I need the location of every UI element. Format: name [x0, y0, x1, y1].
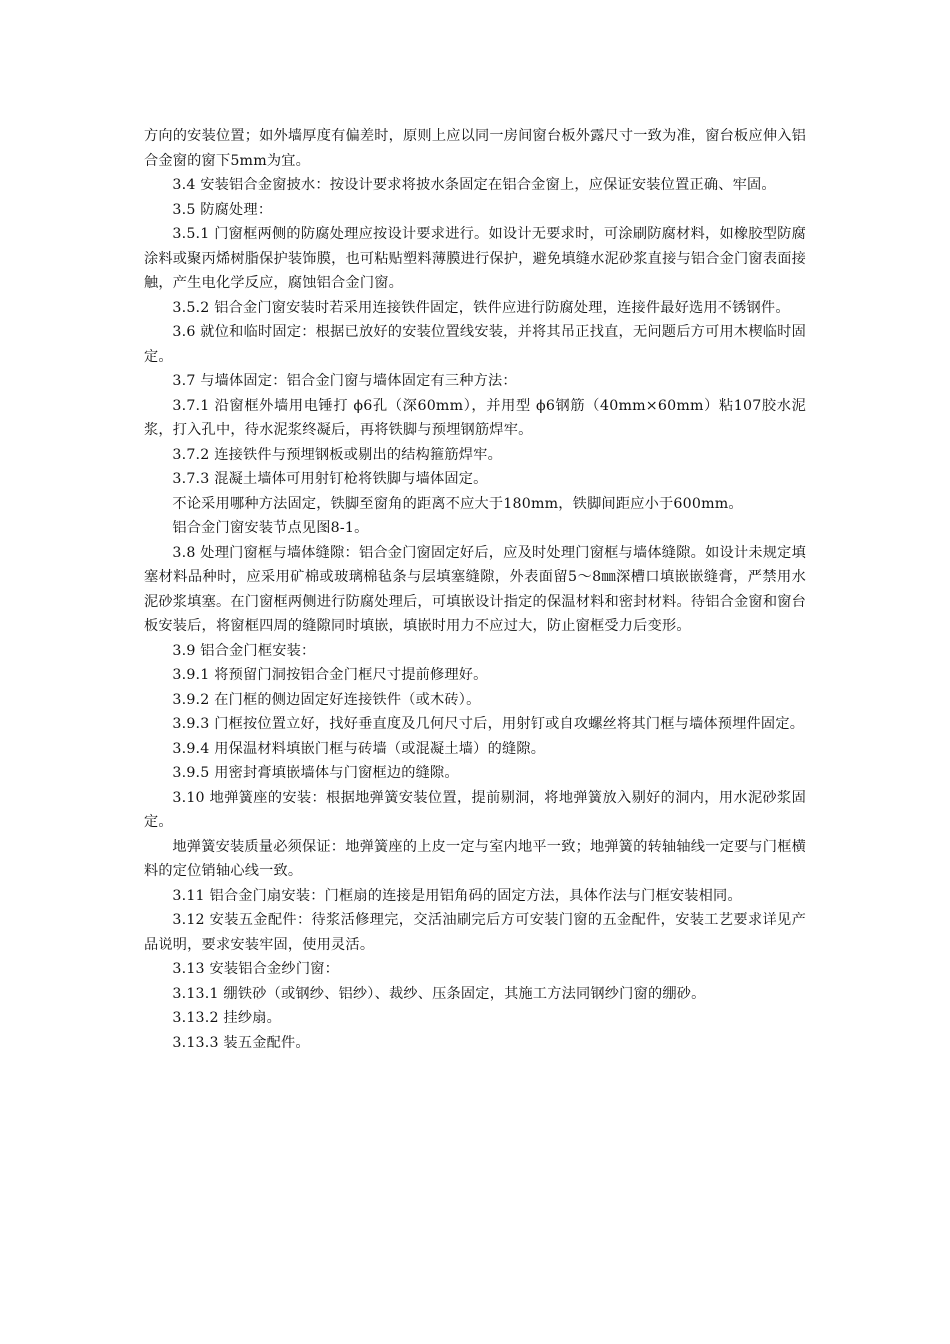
paragraph: 3.5.2 铝合金门窗安装时若采用连接铁件固定，铁件应进行防腐处理，连接件最好选用不锈钢件。	[172, 299, 790, 316]
paragraph: 地弹簧安装质量必须保证：地弹簧座的上皮一定与室内地平一致；地弹簧的转轴轴线一定要与门框横料的定位销轴心线一致。	[144, 838, 806, 879]
document-body	[144, 124, 806, 1055]
section-heading: 3.5 防腐处理：	[172, 201, 273, 218]
paragraph: 3.8 处理门窗框与墙体缝隙：铝合金门窗固定好后，应及时处理门窗框与墙体缝隙。如设计未规定填塞材料品种时，应采用矿棉或玻璃棉毡条与层填塞缝隙，外表面留5～8㎜深槽口填嵌嵌缝膏，严禁用水泥砂浆填塞。在门窗框两侧进行防腐处理后，可填嵌设计指定的保温材料和密封材料。待铝合金窗和窗台板安装后，将窗框四周的缝隙同时填嵌，填嵌时用力不应过大，防止窗框受力后变形。	[144, 544, 806, 634]
paragraph: 3.13.2 挂纱扇。	[172, 1010, 281, 1026]
paragraph: 3.10 地弹簧座的安装：根据地弹簧安装位置，提前剔洞，将地弹簧放入剔好的洞内，用水泥砂浆固定。	[144, 789, 806, 830]
section-heading: 3.13 安装铝合金纱门窗：	[172, 961, 339, 977]
paragraph: 3.6 就位和临时固定：根据已放好的安装位置线安装，并将其吊正找直，无问题后方可用木楔临时固定。	[144, 324, 806, 365]
paragraph: 3.9.5 用密封膏填嵌墙体与门窗框边的缝隙。	[172, 765, 459, 781]
paragraph: 3.9.3 门框按位置立好，找好垂直度及几何尺寸后，用射钉或自攻螺丝将其门框与墙体预埋件固定。	[172, 716, 805, 732]
paragraph: 3.9.2 在门框的侧边固定好连接铁件（或木砖）。	[172, 691, 481, 708]
paragraph: 3.7.3 混凝土墙体可用射钉枪将铁脚与墙体固定。	[172, 471, 488, 487]
paragraph: 3.7.2 连接铁件与预埋钢板或剔出的结构箍筋焊牢。	[172, 446, 502, 463]
paragraph: 3.11 铝合金门扇安装：门框扇的连接是用铝角码的固定方法，具体作法与门框安装相同。	[172, 887, 742, 904]
paragraph: 不论采用哪种方法固定，铁脚至窗角的距离不应大于180mm，铁脚间距应小于600mm。	[172, 495, 743, 512]
paragraph: 3.4 安装铝合金窗披水：按设计要求将披水条固定在铝合金窗上，应保证安装位置正确、牢固。	[172, 177, 776, 193]
paragraph: 3.13.1 绷铁砂（或钢纱、铝纱）、裁纱、压条固定，其施工方法同钢纱门窗的绷砂。	[172, 985, 706, 1002]
paragraph: 3.9.1 将预留门洞按铝合金门框尺寸提前修理好。	[172, 667, 488, 683]
paragraph: 3.7.1 沿窗框外墙用电锤打 ϕ6孔（深60mm），并用型 ϕ6钢筋（40mm×60mm）粘107胶水泥浆，打入孔中，待水泥浆终凝后，再将铁脚与预埋钢筋焊牢。	[144, 397, 806, 438]
paragraph: 方向的安装位置；如外墙厚度有偏差时，原则上应以同一房间窗台板外露尺寸一致为准，窗台板应伸入铝合金窗的窗下5mm为宜。	[144, 128, 806, 169]
paragraph: 3.5.1 门窗框两侧的防腐处理应按设计要求进行。如设计无要求时，可涂刷防腐材料，如橡胶型防腐涂料或聚丙烯树脂保护装饰膜，也可粘贴塑料薄膜进行保护，避免填缝水泥砂浆直接与铝合金门窗表面接触，产生电化学反应，腐蚀铝合金门窗。	[144, 226, 806, 291]
paragraph: 3.9.4 用保温材料填嵌门框与砖墙（或混凝土墙）的缝隙。	[172, 740, 546, 757]
section-heading: 3.9 铝合金门框安装：	[172, 642, 316, 659]
section-heading: 3.7 与墙体固定：铝合金门窗与墙体固定有三种方法：	[172, 373, 517, 389]
paragraph: 3.13.3 装五金配件。	[172, 1034, 310, 1051]
paragraph: 铝合金门窗安装节点见图8-1。	[172, 520, 369, 536]
paragraph: 3.12 安装五金配件：待浆活修理完，交活油刷完后方可安装门窗的五金配件，安装工艺要求详见产品说明，要求安装牢固，使用灵活。	[144, 912, 806, 953]
